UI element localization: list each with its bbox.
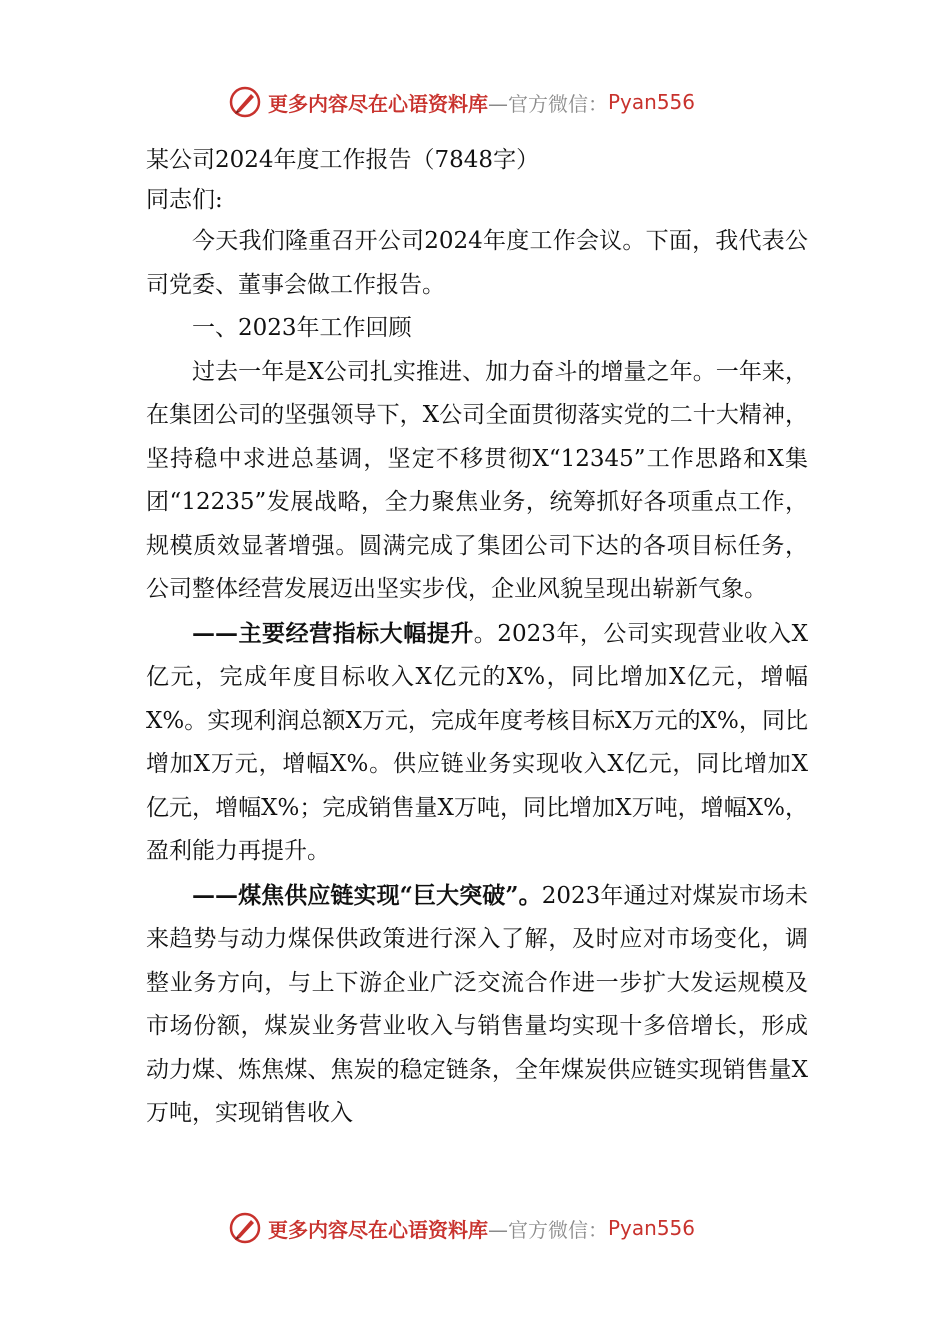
pen-logo-icon [228,85,262,119]
indicators-heading: ——主要经营指标大幅提升 [192,619,474,647]
watermark-gray-text: —官方微信： [488,1217,608,1242]
watermark-banner-top [228,82,695,122]
watermark-brand: Pyan556 [608,1216,696,1240]
watermark-brand: Pyan556 [608,90,696,114]
watermark-gray-text: —官方微信： [488,91,608,116]
watermark-red-text: 更多内容尽在心语资料库 [268,91,488,116]
coal-supply-text: 2023年通过对煤炭市场未来趋势与动力煤保供政策进行深入了解，及时应对市场变化，调整业务方向，与上下游企业广泛交流合作进一步扩大发运规模及市场份额，煤炭业务营业收入与销售量均实现十多倍增长，形成动力煤、炼焦煤、焦炭的稳定链条，全年煤炭供应链实现销售量X万吨，实现销售收入 [146,882,808,1126]
greeting: 同志们: [146,187,223,213]
document-title: 某公司2024年度工作报告（7848字） [146,147,540,173]
review-paragraph: 过去一年是X公司扎实推进、加力奋斗的增量之年。一年来，在集团公司的坚强领导下，X公司全面贯彻落实党的二十大精神，坚持稳中求进总基调，坚定不移贯彻X“12345”工作思路和X集团“12235”发展战略，全力聚焦业务，统筹抓好各项重点工作，规模质效显著增强。圆满完成了集团公司下达的各项目标任务，公司整体经营发展迈出坚实步伐，企业风貌呈现出崭新气象。 [146,358,808,602]
intro-paragraph: 今天我们隆重召开公司2024年度工作会议。下面，我代表公司党委、董事会做工作报告。 [146,228,808,298]
coal-supply-paragraph [146,874,808,1136]
pen-logo-icon [228,1211,262,1245]
indicators-paragraph [146,612,808,874]
watermark-banner-bottom [228,1208,695,1248]
document-body [146,140,808,1136]
section-heading: 一、2023年工作回顾 [192,315,412,341]
coal-supply-heading: ——煤焦供应链实现“巨大突破”。 [192,881,542,909]
indicators-text: 。2023年，公司实现营业收入X亿元，完成年度目标收入X亿元的X%，同比增加X亿元，增幅X%。实现利润总额X万元，完成年度考核目标X万元的X%，同比增加X万元，增幅X%。供应链业务实现收入X亿元，同比增加X亿元，增幅X%；完成销售量X万吨，同比增加X万吨，增幅X%，盈利能力再提升。 [146,620,808,864]
watermark-red-text: 更多内容尽在心语资料库 [268,1217,488,1242]
